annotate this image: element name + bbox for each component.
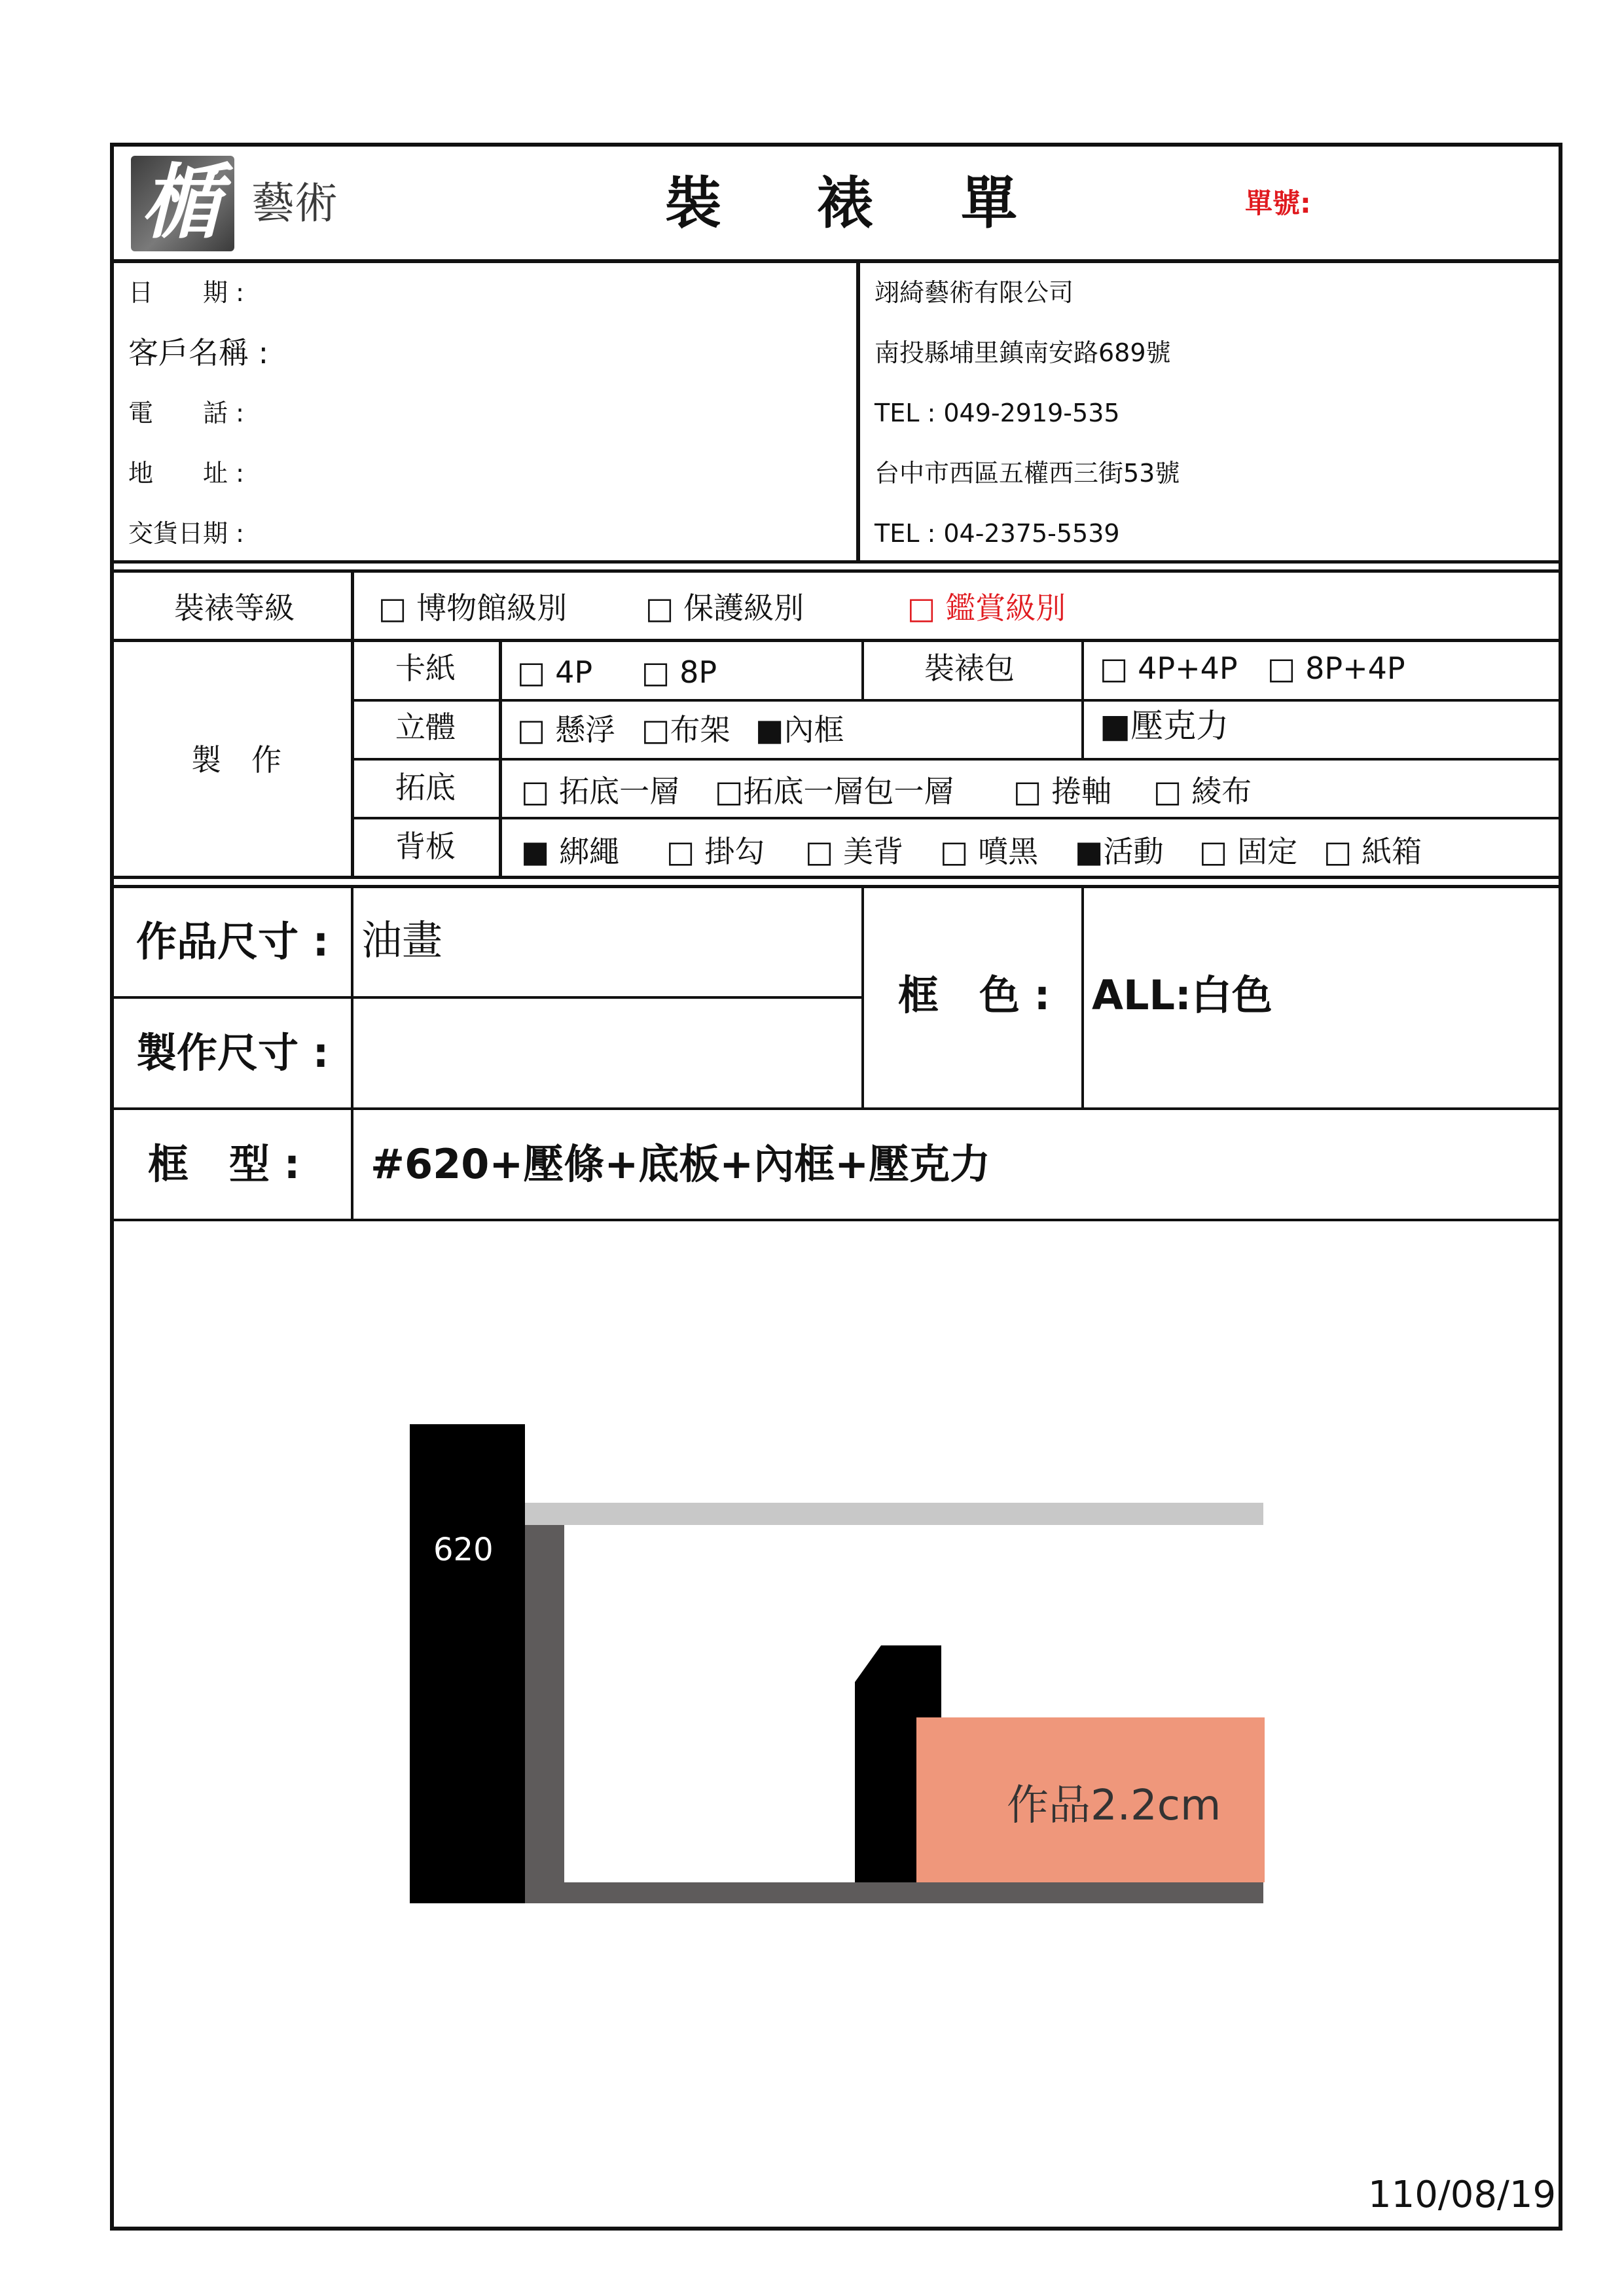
acrylic-checkbox[interactable]: ■壓克力 bbox=[1100, 707, 1229, 745]
grade-appreciation-checkbox[interactable]: □ 鑑賞級別 bbox=[907, 590, 1066, 626]
backboard-label: 背板 bbox=[395, 829, 456, 864]
work-size-label: 作品尺寸 : bbox=[136, 918, 329, 965]
customer-name-label: 客戶名稱 : bbox=[128, 335, 269, 370]
divider bbox=[351, 699, 1562, 702]
backing-vertical bbox=[525, 1525, 564, 1903]
frame-type-label: 框 型 : bbox=[148, 1140, 300, 1188]
production-label: 製 作 bbox=[191, 742, 281, 778]
form-date: 110/08/19 bbox=[1368, 2174, 1557, 2216]
company-address-1: 南投縣埔里鎮南安路689號 bbox=[875, 338, 1171, 367]
3d-cloth-frame-checkbox[interactable]: □布架 bbox=[641, 712, 731, 747]
grade-label: 裝裱等級 bbox=[174, 590, 295, 626]
divider bbox=[1081, 885, 1084, 1109]
divider bbox=[351, 758, 1562, 761]
back-hook-checkbox[interactable]: □ 掛勾 bbox=[666, 834, 765, 869]
divider bbox=[110, 876, 1562, 879]
divider bbox=[110, 569, 1562, 573]
divider bbox=[110, 259, 1562, 263]
divider bbox=[110, 1107, 1562, 1110]
cardboard-8p-checkbox[interactable]: □ 8P bbox=[641, 655, 717, 690]
order-number-label: 單號: bbox=[1245, 187, 1311, 219]
logo-glyph: 楯 bbox=[140, 155, 222, 250]
rubbing-one-layer-checkbox[interactable]: □ 拓底一層 bbox=[521, 774, 680, 809]
title-char-1: 裝 bbox=[665, 171, 721, 236]
backing-board bbox=[525, 1882, 1263, 1903]
frame-cross-section-diagram bbox=[393, 1414, 1270, 1911]
scroll-checkbox[interactable]: □ 捲軸 bbox=[1013, 774, 1112, 809]
grade-museum-checkbox[interactable]: □ 博物館級別 bbox=[378, 590, 568, 626]
pack-8p4p-checkbox[interactable]: □ 8P+4P bbox=[1267, 651, 1405, 686]
company-address-2: 台中市西區五權西三街53號 bbox=[875, 459, 1180, 488]
brand-name: 藝術 bbox=[251, 178, 338, 228]
divider bbox=[351, 569, 354, 877]
divider bbox=[110, 639, 1562, 642]
company-name: 翊綺藝術有限公司 bbox=[875, 278, 1074, 307]
divider bbox=[1081, 639, 1084, 759]
3d-label: 立體 bbox=[395, 709, 456, 745]
3d-float-checkbox[interactable]: □ 懸浮 bbox=[517, 712, 616, 747]
pack-label: 裝裱包 bbox=[924, 651, 1015, 686]
date-label: 日 期 : bbox=[128, 278, 244, 307]
divider bbox=[110, 885, 1562, 888]
rubbing-label: 拓底 bbox=[395, 770, 456, 805]
artwork-label: 作品2.2cm bbox=[1007, 1782, 1221, 1830]
back-box-checkbox[interactable]: □ 紙箱 bbox=[1324, 834, 1422, 869]
frame-type-value: #620+壓條+底板+內框+壓克力 bbox=[370, 1140, 991, 1188]
phone-label: 電 話 : bbox=[128, 399, 244, 427]
work-size-value: 油畫 bbox=[361, 916, 443, 964]
frame-color-label: 框 色 : bbox=[898, 971, 1051, 1019]
back-fixed-checkbox[interactable]: □ 固定 bbox=[1199, 834, 1298, 869]
divider bbox=[856, 259, 860, 562]
logo-mark bbox=[131, 156, 234, 251]
back-rope-checkbox[interactable]: ■ 綁繩 bbox=[521, 834, 620, 869]
back-finish-checkbox[interactable]: □ 美背 bbox=[805, 834, 904, 869]
frame-moulding bbox=[410, 1424, 525, 1903]
pack-4p4p-checkbox[interactable]: □ 4P+4P bbox=[1100, 651, 1238, 686]
grade-protection-checkbox[interactable]: □ 保護級別 bbox=[645, 590, 804, 626]
company-tel-2: TEL : 04-2375-5539 bbox=[875, 519, 1120, 548]
cardboard-label: 卡紙 bbox=[395, 651, 456, 686]
acrylic-sheet bbox=[525, 1503, 1263, 1525]
back-black-checkbox[interactable]: □ 噴黑 bbox=[940, 834, 1039, 869]
delivery-date-label: 交貨日期 : bbox=[128, 519, 244, 548]
frame-color-value: ALL:白色 bbox=[1092, 971, 1272, 1019]
3d-inner-frame-checkbox[interactable]: ■內框 bbox=[755, 712, 844, 747]
title-char-3: 單 bbox=[961, 171, 1017, 236]
company-tel-1: TEL : 049-2919-535 bbox=[875, 399, 1120, 427]
divider bbox=[110, 1219, 1562, 1221]
address-label: 地 址 : bbox=[128, 459, 244, 488]
divider bbox=[351, 817, 1562, 819]
frame-size-label: 620 bbox=[433, 1532, 494, 1568]
silk-checkbox[interactable]: □ 綾布 bbox=[1153, 774, 1252, 809]
divider bbox=[110, 560, 1562, 564]
title-char-2: 裱 bbox=[817, 171, 873, 236]
divider bbox=[351, 885, 353, 1219]
divider bbox=[110, 996, 863, 999]
back-movable-checkbox[interactable]: ■活動 bbox=[1075, 834, 1164, 869]
cardboard-4p-checkbox[interactable]: □ 4P bbox=[517, 655, 593, 690]
divider bbox=[861, 639, 864, 700]
make-size-label: 製作尺寸 : bbox=[136, 1029, 329, 1077]
rubbing-wrap-checkbox[interactable]: □拓底一層包一層 bbox=[715, 774, 954, 809]
